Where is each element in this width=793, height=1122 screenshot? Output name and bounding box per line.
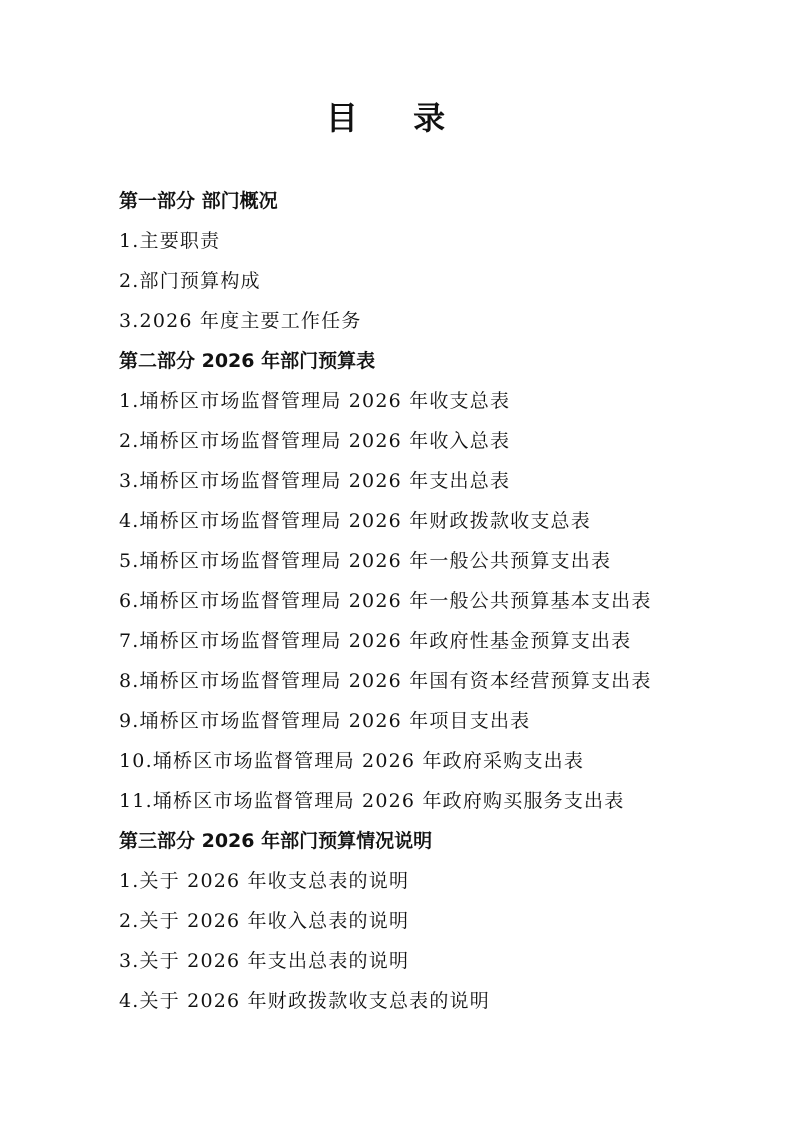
toc-item[interactable]: 6.埇桥区市场监督管理局 2026 年一般公共预算基本支出表 <box>119 590 652 612</box>
toc-item[interactable]: 1.埇桥区市场监督管理局 2026 年收支总表 <box>119 390 511 412</box>
toc-part-heading[interactable]: 第三部分 2026 年部门预算情况说明 <box>119 830 433 852</box>
toc-item[interactable]: 3.关于 2026 年支出总表的说明 <box>119 950 410 972</box>
toc-item[interactable]: 3.埇桥区市场监督管理局 2026 年支出总表 <box>119 470 511 492</box>
toc-item[interactable]: 11.埇桥区市场监督管理局 2026 年政府购买服务支出表 <box>119 790 625 812</box>
toc-item[interactable]: 2.关于 2026 年收入总表的说明 <box>119 910 410 932</box>
toc-item[interactable]: 2.埇桥区市场监督管理局 2026 年收入总表 <box>119 430 511 452</box>
toc-item[interactable]: 1.关于 2026 年收支总表的说明 <box>119 870 410 892</box>
toc-item[interactable]: 10.埇桥区市场监督管理局 2026 年政府采购支出表 <box>119 750 585 772</box>
toc-part-heading[interactable]: 第一部分 部门概况 <box>119 190 278 212</box>
toc-item[interactable]: 9.埇桥区市场监督管理局 2026 年项目支出表 <box>119 710 531 732</box>
toc-item[interactable]: 8.埇桥区市场监督管理局 2026 年国有资本经营预算支出表 <box>119 670 652 692</box>
page-title: 目 录 <box>325 99 468 137</box>
toc-item[interactable]: 3.2026 年度主要工作任务 <box>119 310 362 332</box>
toc-item[interactable]: 1.主要职责 <box>119 230 221 252</box>
toc-item[interactable]: 7.埇桥区市场监督管理局 2026 年政府性基金预算支出表 <box>119 630 632 652</box>
toc-item[interactable]: 2.部门预算构成 <box>119 270 261 292</box>
toc-part-heading[interactable]: 第二部分 2026 年部门预算表 <box>119 350 376 372</box>
table-of-contents <box>119 181 719 1021</box>
toc-item[interactable]: 4.关于 2026 年财政拨款收支总表的说明 <box>119 990 490 1012</box>
toc-item[interactable]: 4.埇桥区市场监督管理局 2026 年财政拨款收支总表 <box>119 510 591 532</box>
toc-item[interactable]: 5.埇桥区市场监督管理局 2026 年一般公共预算支出表 <box>119 550 612 572</box>
